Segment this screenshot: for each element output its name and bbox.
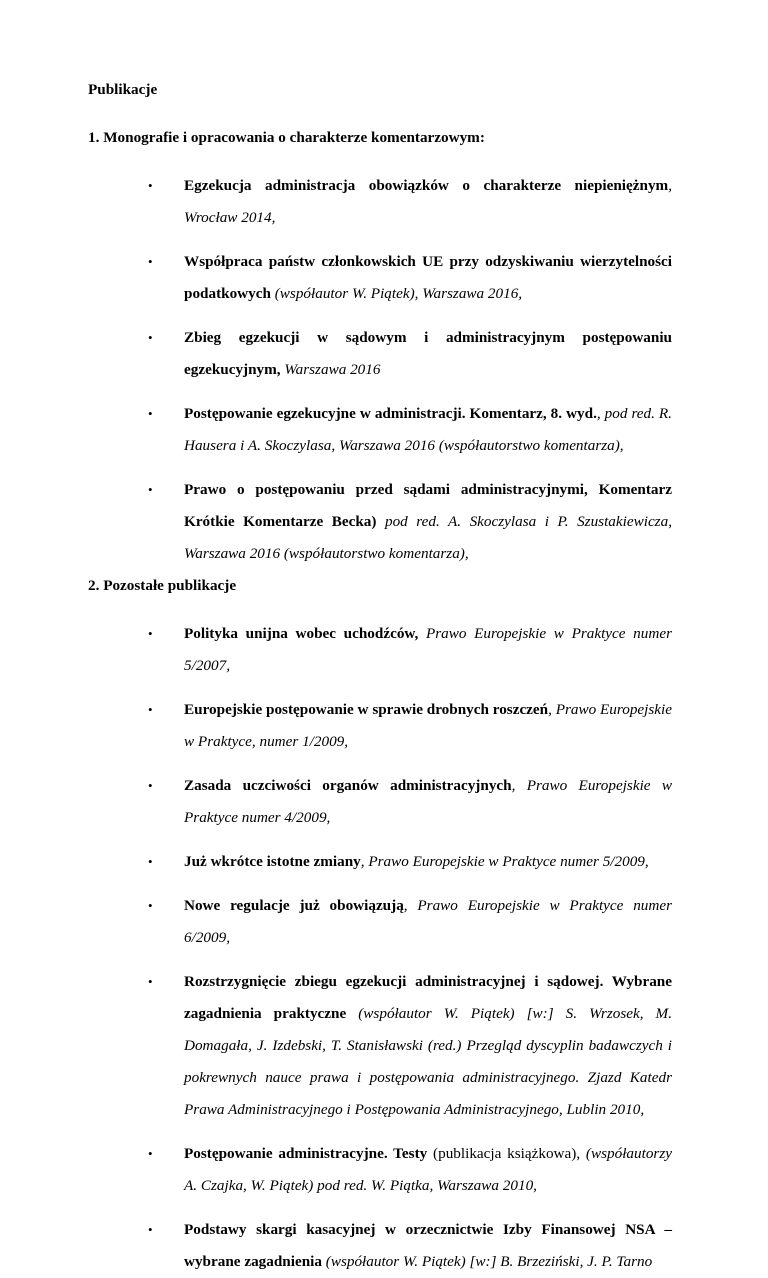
publication-title: Zasada uczciwości organów administracyjnych bbox=[184, 777, 512, 794]
bullet-icon: • bbox=[148, 254, 153, 269]
list-item bbox=[88, 846, 672, 878]
bullet-icon: • bbox=[148, 626, 153, 641]
list-item bbox=[88, 246, 672, 310]
list-item bbox=[88, 1214, 672, 1278]
publication-details: , Prawo Europejskie w Praktyce, numer 1/2009, bbox=[184, 701, 673, 750]
publication-details: Warszawa 2016 bbox=[280, 361, 381, 378]
list-item bbox=[88, 618, 672, 682]
publication-details: (współautorzy A. Czajka, W. Piątek) pod red. W. Piątka, Warszawa 2010, bbox=[184, 1145, 672, 1194]
publication-details: Prawo Europejskie w Praktyce numer 5/2007, bbox=[184, 625, 672, 674]
bullet-icon: • bbox=[148, 778, 153, 793]
publication-details: , Prawo Europejskie w Praktyce numer 5/2009, bbox=[360, 853, 649, 870]
publication-details: (współautor W. Piątek), Warszawa 2016, bbox=[270, 285, 523, 302]
publication-title: Egzekucja administracja obowiązków o charakterze niepieniężnym bbox=[184, 177, 669, 194]
list-item bbox=[88, 398, 672, 462]
publication-title: Postępowanie administracyjne. Testy bbox=[184, 1145, 428, 1162]
publication-details: , Wrocław 2014, bbox=[184, 177, 672, 226]
bullet-icon: • bbox=[148, 406, 153, 421]
publication-details: , Prawo Europejskie w Praktyce numer 6/2009, bbox=[184, 897, 673, 946]
list-item bbox=[88, 694, 672, 758]
bullet-icon: • bbox=[148, 898, 153, 913]
publication-title: Podstawy skargi kasacyjnej w orzecznictwie Izby Finansowej NSA – wybrane zagadnienia bbox=[184, 1221, 672, 1270]
list-item bbox=[88, 770, 672, 834]
section-heading-pozostale: 2. Pozostałe publikacje bbox=[88, 577, 237, 594]
publication-title: Rozstrzygnięcie zbiegu egzekucji administracyjnej i sądowej. Wybrane zagadnienia praktyczne bbox=[184, 973, 672, 1022]
publication-title: Polityka unijna wobec uchodźców, bbox=[184, 625, 419, 642]
bullet-icon: • bbox=[148, 974, 153, 989]
list-item bbox=[88, 474, 672, 570]
bullet-icon: • bbox=[148, 1146, 153, 1161]
bullet-icon: • bbox=[148, 178, 153, 193]
publication-details: (współautor W. Piątek) [w:] B. Brzeziński, J. P. Tarno bbox=[321, 1253, 653, 1270]
publication-title: Postępowanie egzekucyjne w administracji. Komentarz, 8. wyd. bbox=[184, 405, 597, 422]
publication-title: Zbieg egzekucji w sądowym i administracyjnym postępowaniu egzekucyjnym, bbox=[184, 329, 672, 378]
publication-title: Nowe regulacje już obowiązują bbox=[184, 897, 404, 914]
bullet-icon: • bbox=[148, 482, 153, 497]
bullet-icon: • bbox=[148, 854, 153, 869]
publication-title: Europejskie postępowanie w sprawie drobnych roszczeń bbox=[184, 701, 549, 718]
publication-title: Prawo o postępowaniu przed sądami administracyjnymi, Komentarz Krótkie Komentarze Becka) bbox=[184, 481, 672, 530]
publication-list-pozostale bbox=[88, 618, 672, 1278]
publication-title: Już wkrótce istotne zmiany bbox=[184, 853, 361, 870]
publication-title: Współpraca państw członkowskich UE przy odzyskiwaniu wierzytelności podatkowych bbox=[184, 253, 672, 302]
section-heading-monografie: 1. Monografie i opracowania o charakterze komentarzowym: bbox=[88, 129, 485, 146]
document-title: Publikacje bbox=[88, 81, 158, 98]
bullet-icon: • bbox=[148, 1222, 153, 1237]
list-item bbox=[88, 966, 672, 1126]
publication-type: (publikacja książkowa), bbox=[427, 1145, 581, 1162]
publication-details: pod red. A. Skoczylasa i P. Szustakiewicza, Warszawa 2016 (współautorstwo komentarza), bbox=[184, 513, 672, 562]
publication-details: (współautor W. Piątek) [w:] S. Wrzosek, M. Domagała, J. Izdebski, T. Stanisławski (red.) Przegląd dyscyplin badawczych i pokrewnych nauce prawa i postępowania administracyjnego. Zjazd Katedr Prawa Administracyjnego i Postępowania Administracyjnego, Lublin 2010, bbox=[184, 1005, 672, 1118]
publication-details: , pod red. R. Hausera i A. Skoczylasa, Warszawa 2016 (współautorstwo komentarza), bbox=[184, 405, 672, 454]
publication-details: , Prawo Europejskie w Praktyce numer 4/2009, bbox=[184, 777, 672, 826]
list-item bbox=[88, 1138, 672, 1202]
list-item bbox=[88, 890, 672, 954]
list-item bbox=[88, 322, 672, 386]
bullet-icon: • bbox=[148, 330, 153, 345]
bullet-icon: • bbox=[148, 702, 153, 717]
publication-list-monografie bbox=[88, 170, 672, 570]
list-item bbox=[88, 170, 672, 234]
